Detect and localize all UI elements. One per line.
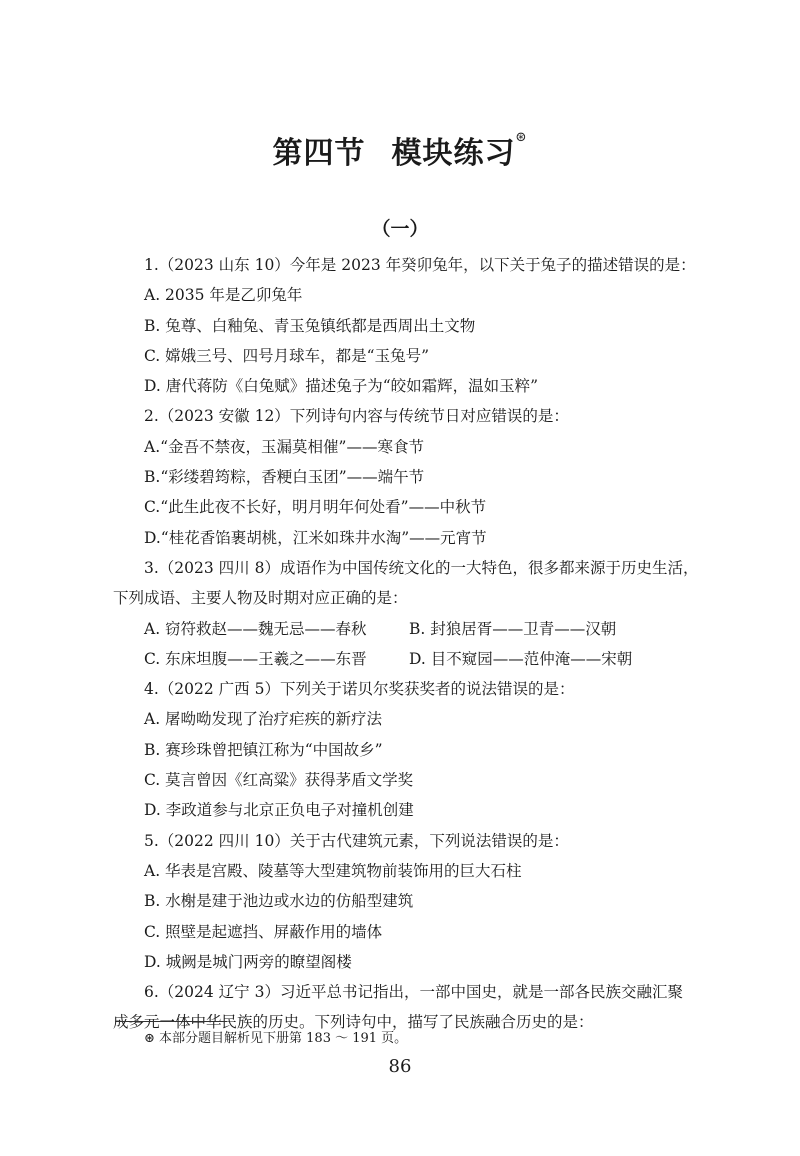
question-4-stem: 4.（2022 广西 5）下列关于诺贝尔奖获奖者的说法错误的是： bbox=[144, 680, 575, 699]
page-number: 86 bbox=[388, 1056, 412, 1077]
question-2-option-d: D.“桂花香馅裹胡桃，江米如珠井水淘”——元宵节 bbox=[144, 528, 487, 547]
question-5-stem: 5.（2022 四川 10）关于古代建筑元素，下列说法错误的是： bbox=[144, 831, 569, 850]
question-2-option-b: B.“彩缕碧筠粽，香粳白玉团”——端午节 bbox=[144, 468, 425, 487]
question-3-options-row-1 bbox=[113, 614, 725, 644]
question-3-option-a: A. 窃符救赵——魏无忌——春秋 bbox=[144, 619, 367, 638]
question-2-option-c: C.“此生此夜不长好，明月明年何处看”——中秋节 bbox=[144, 498, 487, 517]
question-3-stem-continued: 下列成语、主要人物及时期对应正确的是： bbox=[113, 589, 408, 608]
question-5-option-b: B. 水榭是建于池边或水边的仿船型建筑 bbox=[144, 892, 414, 911]
question-3-options-row-2 bbox=[113, 644, 725, 674]
question-1-option-b: B. 兔尊、白釉兔、青玉兔镇纸都是西周出土文物 bbox=[144, 316, 476, 335]
question-4-option-a: A. 屠呦呦发现了治疗疟疾的新疗法 bbox=[144, 710, 383, 729]
question-3-option-b: B. 封狼居胥——卫青——汉朝 bbox=[409, 619, 617, 638]
question-4-option-d: D. 李政道参与北京正负电子对撞机创建 bbox=[144, 801, 414, 820]
footnote: ⊛ 本部分题目解析见下册第 183 ～ 191 页。 bbox=[144, 1031, 408, 1046]
title-part-2: 模块练习 bbox=[391, 136, 516, 171]
footnote-divider bbox=[115, 1021, 227, 1022]
title-part-1: 第四节 bbox=[272, 136, 366, 171]
question-6-stem-continued: 成多元一体中华民族的历史。下列诗句中，描写了民族融合历史的是： bbox=[113, 1013, 594, 1032]
section-title: （一） bbox=[371, 218, 429, 240]
question-3-option-c: C. 东床坦腹——王羲之——东晋 bbox=[144, 649, 367, 668]
question-1-option-c: C. 嫦娥三号、四号月球车，都是“玉兔号” bbox=[144, 346, 430, 365]
question-list bbox=[113, 250, 725, 1038]
question-5-option-c: C. 照壁是起遮挡、屏蔽作用的墙体 bbox=[144, 922, 383, 941]
question-3-option-d: D. 目不窥园——范仲淹——宋朝 bbox=[409, 649, 633, 668]
question-3-stem: 3.（2023 四川 8）成语作为中国传统文化的一大特色，很多都来源于历史生活， bbox=[144, 558, 699, 577]
question-2-stem: 2.（2023 安徽 12）下列诗句内容与传统节日对应错误的是： bbox=[144, 407, 569, 426]
question-5-option-a: A. 华表是宫殿、陵墓等大型建筑物前装饰用的巨大石柱 bbox=[144, 861, 522, 880]
footnote-marker: ⊛ bbox=[515, 130, 528, 145]
question-1-option-d: D. 唐代蒋防《白兔赋》描述兔子为“皎如霜辉，温如玉粹” bbox=[144, 377, 539, 396]
question-5-option-d: D. 城阙是城门两旁的瞭望阁楼 bbox=[144, 952, 352, 971]
question-4-option-c: C. 莫言曾因《红高粱》获得茅盾文学奖 bbox=[144, 771, 414, 790]
question-4-option-b: B. 赛珍珠曾把镇江称为“中国故乡” bbox=[144, 740, 383, 759]
question-1-stem: 1.（2023 山东 10）今年是 2023 年癸卯兔年，以下关于兔子的描述错误的是： bbox=[144, 256, 696, 274]
question-2-option-a: A.“金吾不禁夜，玉漏莫相催”——寒食节 bbox=[144, 437, 424, 456]
question-6-stem: 6.（2024 辽宁 3）习近平总书记指出，一部中国史，就是一部各民族交融汇聚 bbox=[144, 983, 683, 1002]
page-title bbox=[0, 128, 800, 172]
question-1-option-a: A. 2035 年是乙卯兔年 bbox=[144, 286, 303, 305]
